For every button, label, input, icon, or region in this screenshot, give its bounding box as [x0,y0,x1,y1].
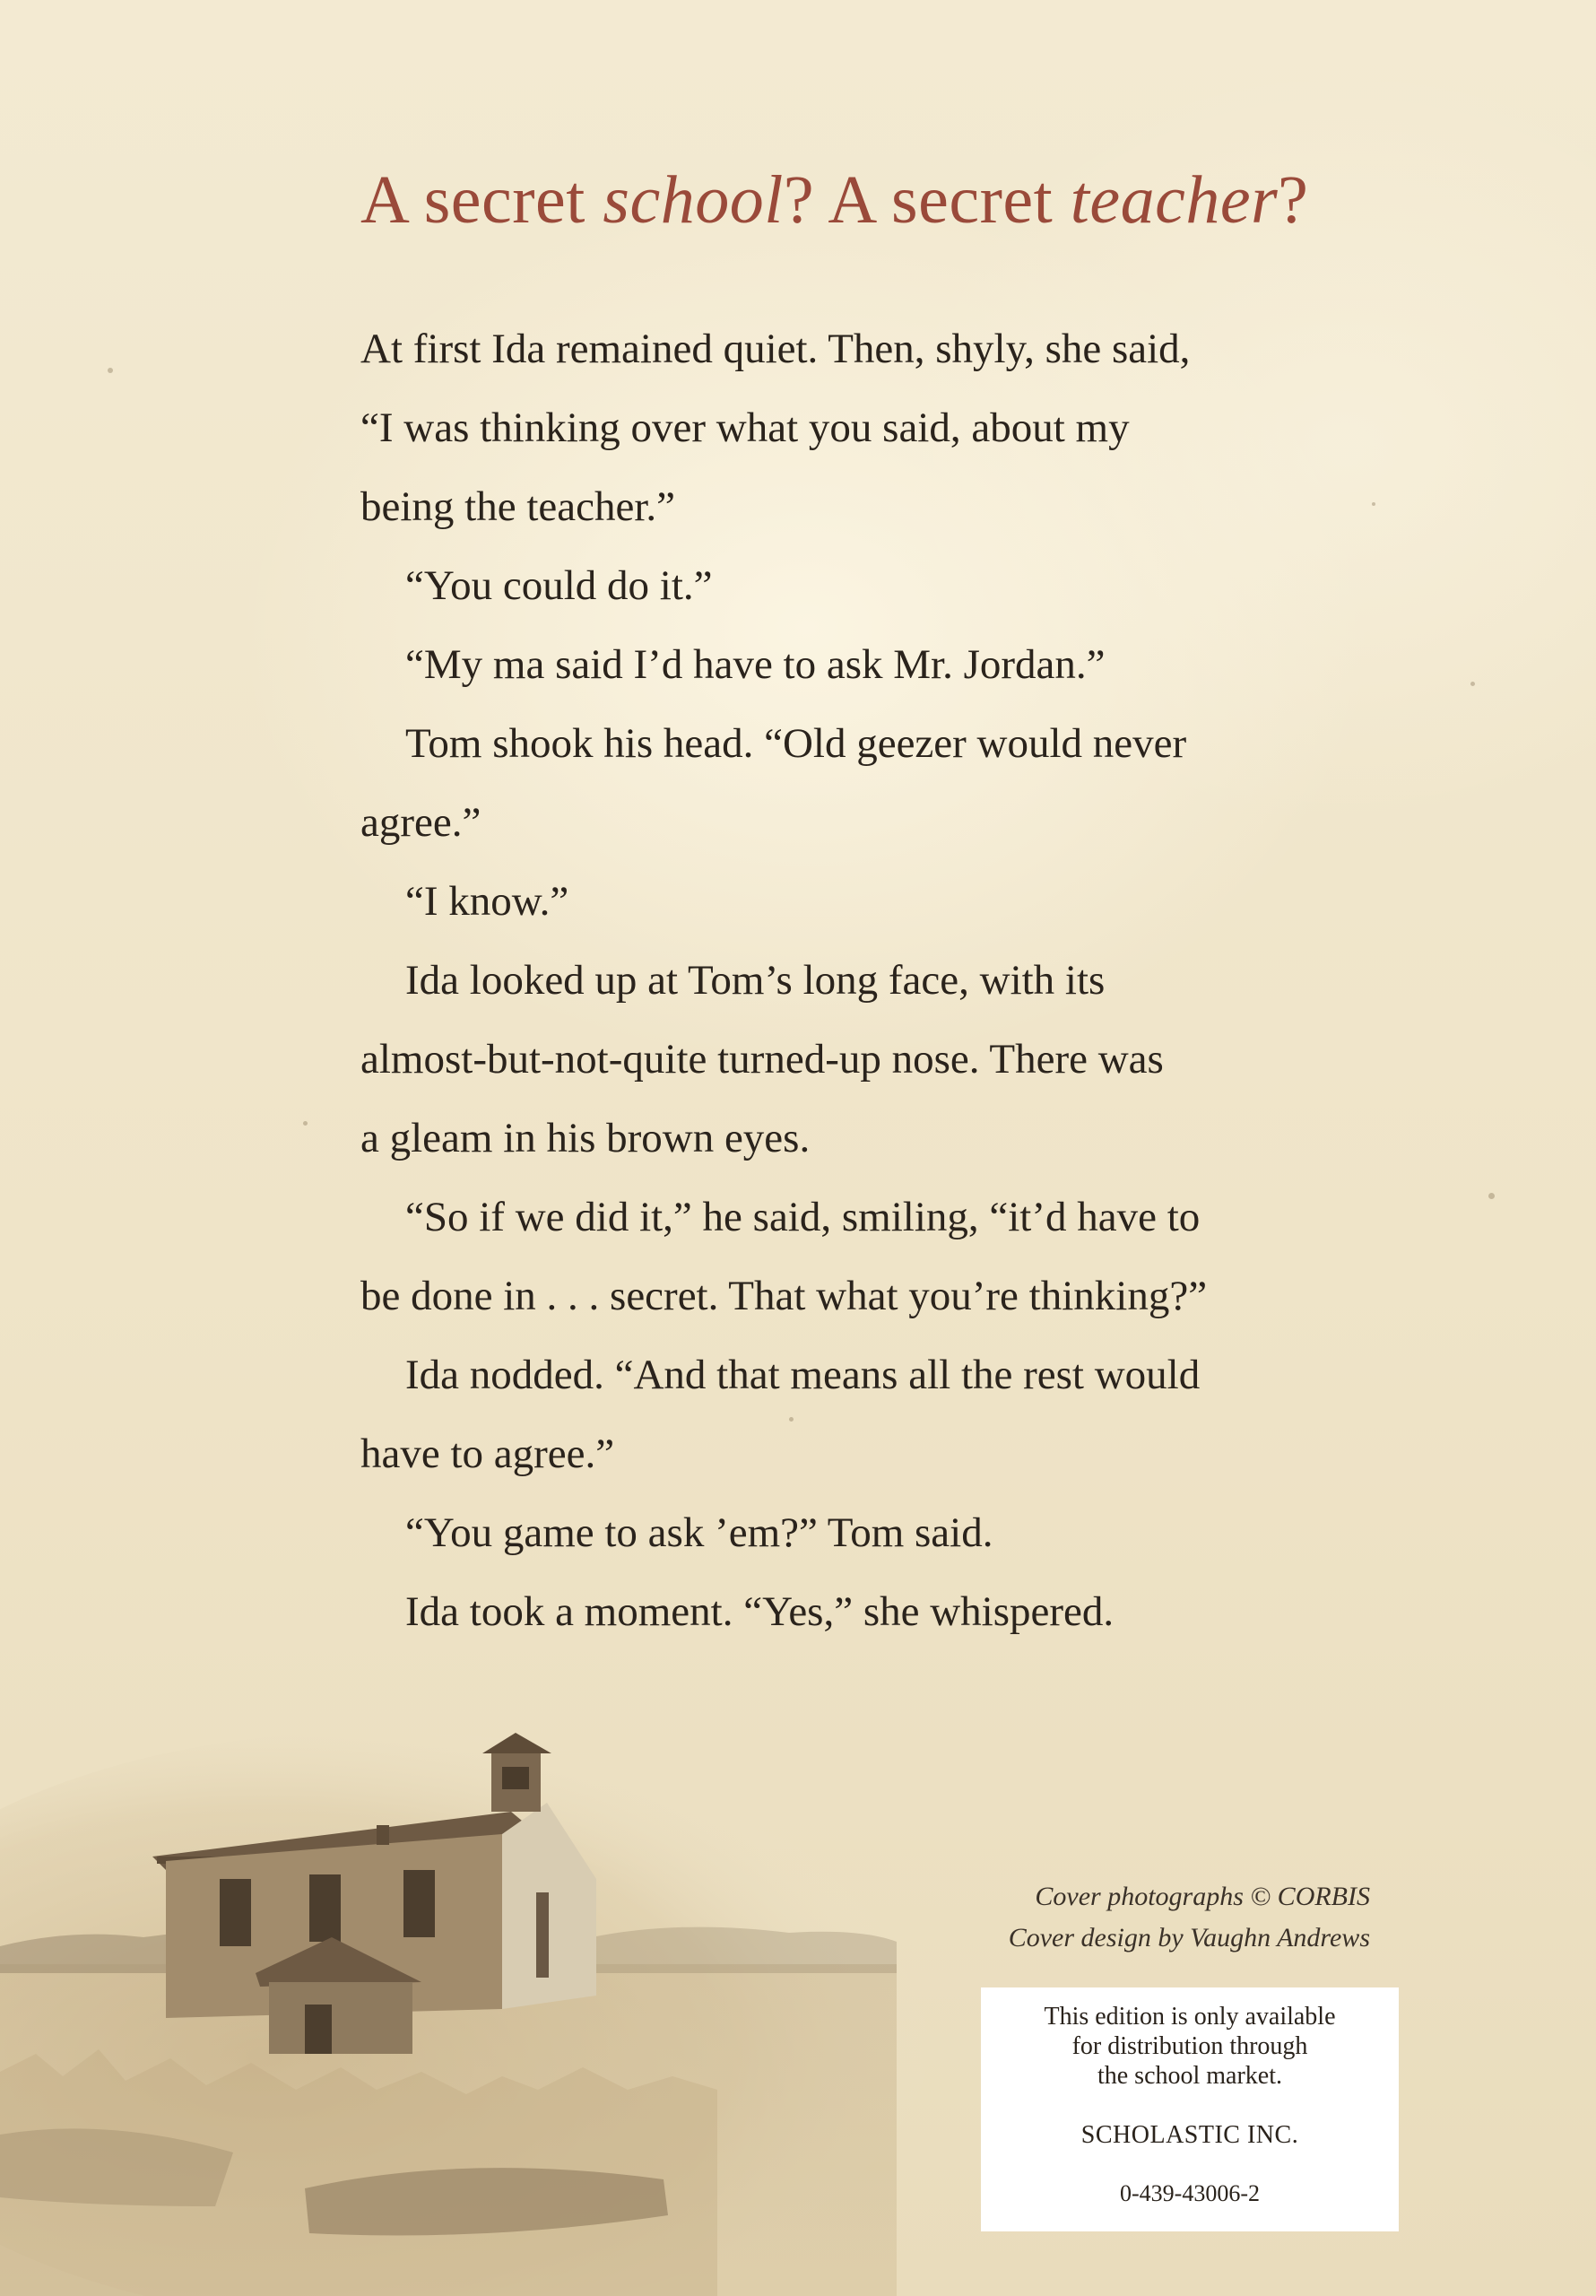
notice-line: This edition is only available [1044,2003,1336,2031]
headline-emphasis-school: school [603,162,784,238]
excerpt-line: At first Ida remained quiet. Then, shyly, she said, [360,326,1191,372]
photo-credit: Cover photographs © CORBIS [1035,1882,1370,1911]
excerpt-line: “You game to ask ’em?” Tom said. [405,1509,993,1556]
headline [360,161,1383,239]
excerpt-text [360,309,1329,1651]
paper-speck [108,368,113,373]
excerpt-line: “I know.” [405,878,569,925]
excerpt-line: “I was thinking over what you said, about my [360,404,1130,451]
excerpt-line: agree.” [360,799,481,846]
excerpt-line: a gleam in his brown eyes. [360,1115,811,1161]
excerpt-line: Tom shook his head. “Old geezer would never [405,720,1187,767]
paper-speck [1372,502,1375,506]
design-credit: Cover design by Vaughn Andrews [1008,1923,1370,1952]
excerpt-line: “My ma said I’d have to ask Mr. Jordan.” [405,641,1106,688]
excerpt-line: “You could do it.” [405,562,713,609]
headline-text: ? A secret [783,162,1071,238]
paper-speck [303,1121,308,1126]
notice-line: the school market. [1097,2062,1283,2090]
excerpt-line: have to agree.” [360,1431,615,1477]
excerpt-line: almost-but-not-quite turned-up nose. There was [360,1036,1164,1083]
excerpt-line: Ida took a moment. “Yes,” she whispered. [405,1588,1115,1635]
notice-line: for distribution through [1071,2032,1308,2060]
headline-emphasis-teacher: teacher [1070,162,1279,238]
excerpt-line: Ida nodded. “And that means all the rest would [405,1352,1201,1398]
distribution-notice [981,1987,1399,2231]
headline-text: ? [1278,162,1309,238]
headline-text: A secret [360,162,603,238]
excerpt-line: “So if we did it,” he said, smiling, “it’d have to [405,1194,1201,1240]
isbn: 0-439-43006-2 [1120,2180,1260,2206]
excerpt-line: be done in . . . secret. That what you’re thinking?” [360,1273,1208,1319]
excerpt-line: being the teacher.” [360,483,676,530]
publisher-name: SCHOLASTIC INC. [1080,2121,1299,2149]
cover-credits [1009,1876,1370,1959]
schoolhouse-photo [0,1668,986,2296]
excerpt-line: Ida looked up at Tom’s long face, with its [405,957,1106,1004]
paper-speck [1470,682,1475,686]
paper-speck [1488,1193,1495,1199]
